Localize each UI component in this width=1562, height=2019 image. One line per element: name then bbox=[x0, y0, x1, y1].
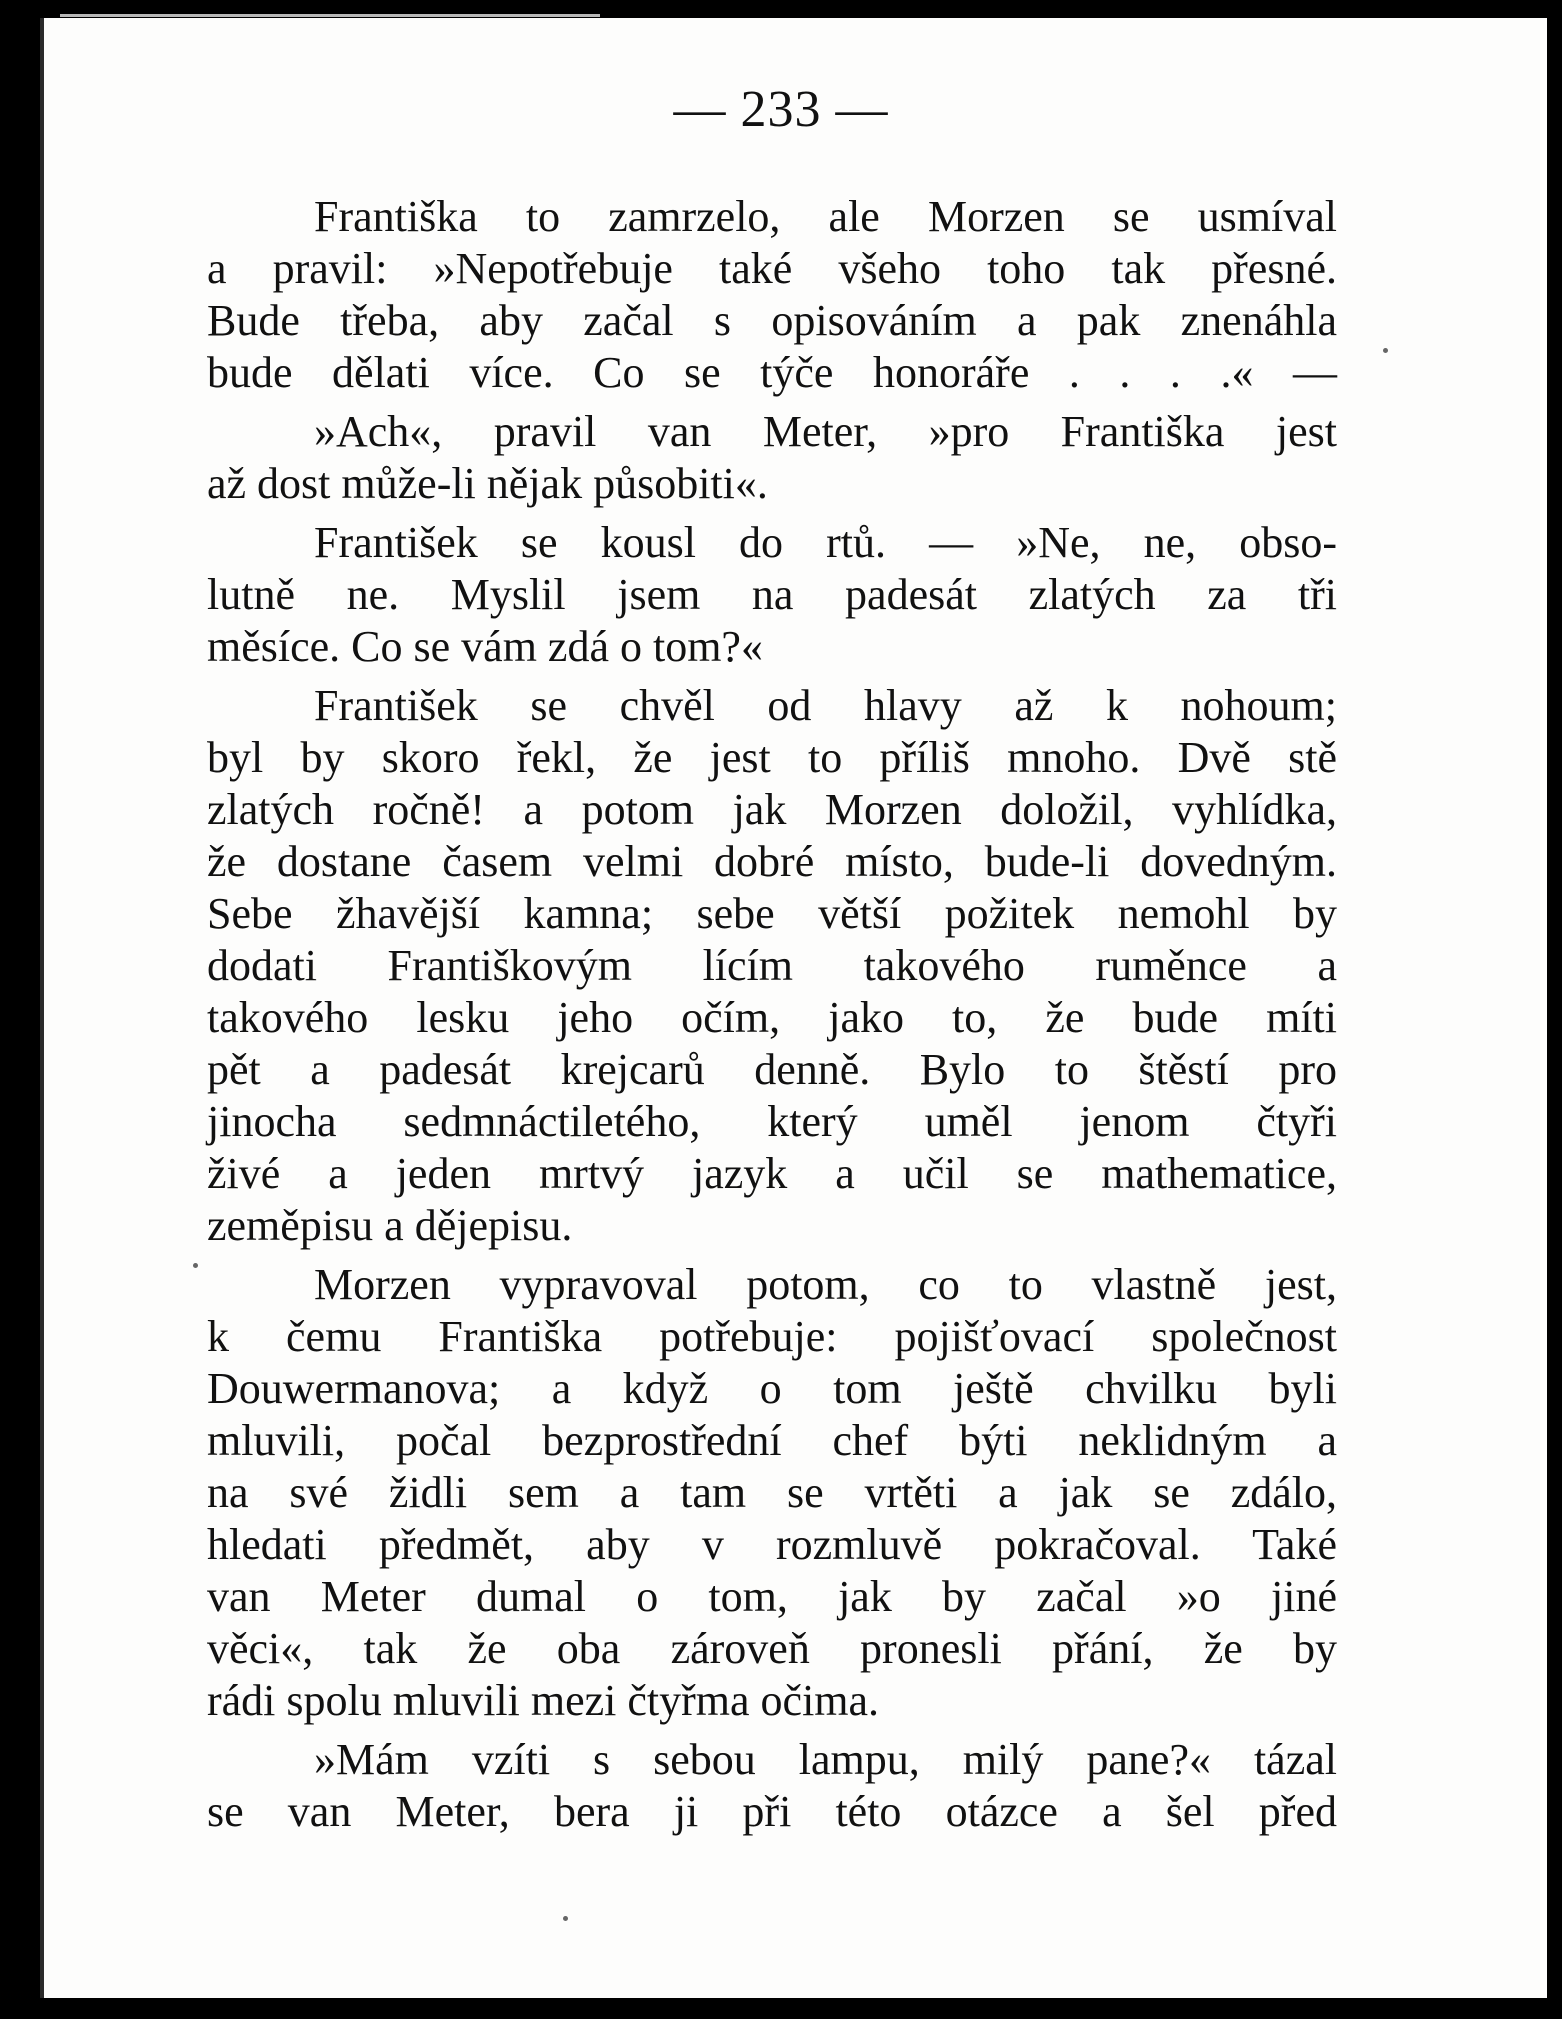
text-line: bude dělati více. Co se týče honoráře . . . .« — bbox=[207, 348, 1337, 397]
text-line: zeměpisu a dějepisu. bbox=[207, 1201, 573, 1250]
text-line: až dost může-li nějak působiti«. bbox=[207, 459, 768, 508]
text-line: hledati předmět, aby v rozmluvě pokračoval. Také bbox=[207, 1520, 1337, 1569]
text-line: na své židli sem a tam se vrtěti a jak se zdálo, bbox=[207, 1468, 1337, 1517]
paragraph-3 bbox=[207, 517, 1337, 673]
text-line: Morzen vypravoval potom, co to vlastně jest, bbox=[314, 1260, 1337, 1309]
text-line: »Mám vzíti s sebou lampu, milý pane?« tázal bbox=[314, 1735, 1337, 1784]
text-line: van Meter dumal o tom, jak by začal »o jiné bbox=[207, 1572, 1337, 1621]
text-line: lutně ne. Myslil jsem na padesát zlatých za tři bbox=[207, 570, 1337, 619]
text-line: Bude třeba, aby začal s opisováním a pak znenáhla bbox=[207, 296, 1337, 345]
page-text bbox=[207, 191, 1337, 1838]
paragraph-gap bbox=[207, 399, 1337, 406]
paragraph-1 bbox=[207, 191, 1337, 399]
text-line: věci«, tak že oba zároveň pronesli přání, že by bbox=[207, 1624, 1337, 1673]
paragraph-gap bbox=[207, 510, 1337, 517]
text-line: Sebe žhavější kamna; sebe větší požitek nemohl by bbox=[207, 889, 1337, 938]
text-line: k čemu Františka potřebuje: pojišťovací společnost bbox=[207, 1312, 1337, 1361]
paragraph-4 bbox=[207, 680, 1337, 1252]
text-line: Františka to zamrzelo, ale Morzen se usmíval bbox=[314, 192, 1337, 241]
scan-speck bbox=[563, 1916, 568, 1921]
scan-speck bbox=[1383, 348, 1388, 353]
page-number: — 233 — bbox=[673, 81, 889, 138]
text-line: zlatých ročně! a potom jak Morzen doložil, vyhlídka, bbox=[207, 785, 1337, 834]
text-line: František se chvěl od hlavy až k nohoum; bbox=[314, 681, 1337, 730]
page-edge bbox=[40, 18, 44, 1998]
text-line: měsíce. Co se vám zdá o tom?« bbox=[207, 622, 763, 671]
text-line: Douwermanova; a když o tom ještě chvilku byli bbox=[207, 1364, 1337, 1413]
text-line: se van Meter, bera ji při této otázce a šel před bbox=[207, 1787, 1337, 1836]
paragraph-2 bbox=[207, 406, 1337, 510]
scan-edge-rule bbox=[60, 14, 600, 17]
text-line: takového lesku jeho očím, jako to, že bude míti bbox=[207, 993, 1337, 1042]
text-line: byl by skoro řekl, že jest to příliš mnoho. Dvě stě bbox=[207, 733, 1337, 782]
text-line: František se kousl do rtů. — »Ne, ne, obso- bbox=[314, 518, 1337, 567]
text-line: jinocha sedmnáctiletého, který uměl jenom čtyři bbox=[207, 1097, 1337, 1146]
text-line: mluvili, počal bezprostřední chef býti neklidným a bbox=[207, 1416, 1337, 1465]
paragraph-gap bbox=[207, 1252, 1337, 1259]
paragraph-gap bbox=[207, 1727, 1337, 1734]
paragraph-gap bbox=[207, 673, 1337, 680]
text-line: dodati Františkovým lícím takového ruměnce a bbox=[207, 941, 1337, 990]
text-line: rádi spolu mluvili mezi čtyřma očima. bbox=[207, 1676, 880, 1725]
text-line: že dostane časem velmi dobré místo, bude-li dovedným. bbox=[207, 837, 1337, 886]
text-line: a pravil: »Nepotřebuje také všeho toho tak přesné. bbox=[207, 244, 1337, 293]
text-line: živé a jeden mrtvý jazyk a učil se mathematice, bbox=[207, 1149, 1337, 1198]
text-line: »Ach«, pravil van Meter, »pro Františka jest bbox=[314, 407, 1337, 456]
paragraph-6 bbox=[207, 1734, 1337, 1838]
paragraph-5 bbox=[207, 1259, 1337, 1727]
text-line: pět a padesát krejcarů denně. Bylo to štěstí pro bbox=[207, 1045, 1337, 1094]
scan-speck bbox=[193, 1263, 198, 1268]
